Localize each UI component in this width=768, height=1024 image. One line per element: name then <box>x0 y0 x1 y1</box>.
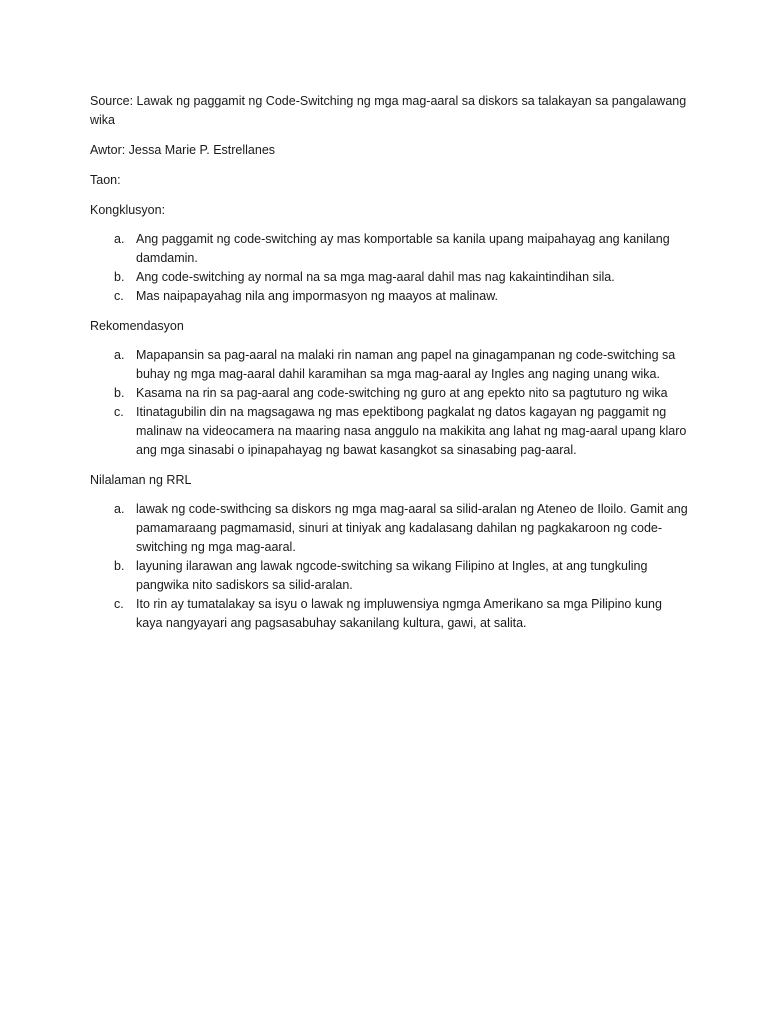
list-item <box>90 230 688 268</box>
section-list <box>90 500 688 633</box>
section-heading: Rekomendasyon <box>90 319 184 333</box>
list-marker: c. <box>114 597 124 611</box>
list-marker: c. <box>114 289 124 303</box>
list-item-text: layuning ilarawan ang lawak ngcode-switching sa wikang Filipino at Ingles, at ang tungkuling pangwika nito sadiskors sa silid-aralan. <box>136 559 648 592</box>
list-item-text: Mas naipapayahag nila ang impormasyon ng maayos at malinaw. <box>136 289 499 303</box>
list-item-text: Itinatagubilin din na magsagawa ng mas epektibong pagkalat ng datos kagayan ng paggamit ng malinaw na videocamera na maaring nasa anggulo na makikita ang lahat ng mag-aaral upang klaro ang mga sinasabi o ipinapahayag ng bawat kasangkot sa sinasabing pag-aaral. <box>136 405 687 457</box>
list-marker: b. <box>114 270 125 284</box>
author-line: Awtor: Jessa Marie P. Estrellanes <box>90 143 276 157</box>
list-item <box>90 346 688 384</box>
list-item-text: lawak ng code-swithcing sa diskors ng mga mag-aaral sa silid-aralan ng Ateneo de Iloilo. Gamit ang pamamaraang pagmamasid, sinuri at tiniyak ang kadalasang dahilan ng pagkakaroon ng code-switching ng mga mag-aaral. <box>136 502 688 554</box>
list-marker: c. <box>114 405 124 419</box>
section-list <box>90 346 688 460</box>
source-line: Source: Lawak ng paggamit ng Code-Switching ng mga mag-aaral sa diskors sa talakayan sa pangalawang wika <box>90 94 687 127</box>
section-rekomendasyon <box>90 317 688 460</box>
list-marker: b. <box>114 559 125 573</box>
list-item <box>90 500 688 557</box>
list-item-text: Kasama na rin sa pag-aaral ang code-switching ng guro at ang epekto nito sa pagtuturo ng wika <box>136 386 668 400</box>
list-marker: a. <box>114 502 125 516</box>
list-item <box>90 557 688 595</box>
list-item-text: Ang paggamit ng code-switching ay mas komportable sa kanila upang maipahayag ang kanilang damdamin. <box>136 232 670 265</box>
list-item-text: Ang code-switching ay normal na sa mga mag-aaral dahil mas nag kakaintindihan sila. <box>136 270 615 284</box>
year-line: Taon: <box>90 173 121 187</box>
list-item <box>90 595 688 633</box>
section-heading: Kongklusyon: <box>90 203 166 217</box>
section-heading: Nilalaman ng RRL <box>90 473 192 487</box>
section-nilalaman-ng-rrl <box>90 471 688 633</box>
section-list <box>90 230 688 306</box>
section-kongklusyon <box>90 201 688 306</box>
list-marker: a. <box>114 232 125 246</box>
list-marker: a. <box>114 348 125 362</box>
list-item <box>90 384 688 403</box>
list-item-text: Ito rin ay tumatalakay sa isyu o lawak ng impluwensiya ngmga Amerikano sa mga Pilipino kung kaya nangyayari ang pagsasabuhay sakanilang kultura, gawi, at salita. <box>136 597 662 630</box>
list-item <box>90 287 688 306</box>
list-item <box>90 403 688 460</box>
list-item <box>90 268 688 287</box>
list-item-text: Mapapansin sa pag-aaral na malaki rin naman ang papel na ginagampanan ng code-switching sa buhay ng mga mag-aaral dahil karamihan sa mga mag-aaral ay Ingles ang naging unang wika. <box>136 348 676 381</box>
list-marker: b. <box>114 386 125 400</box>
